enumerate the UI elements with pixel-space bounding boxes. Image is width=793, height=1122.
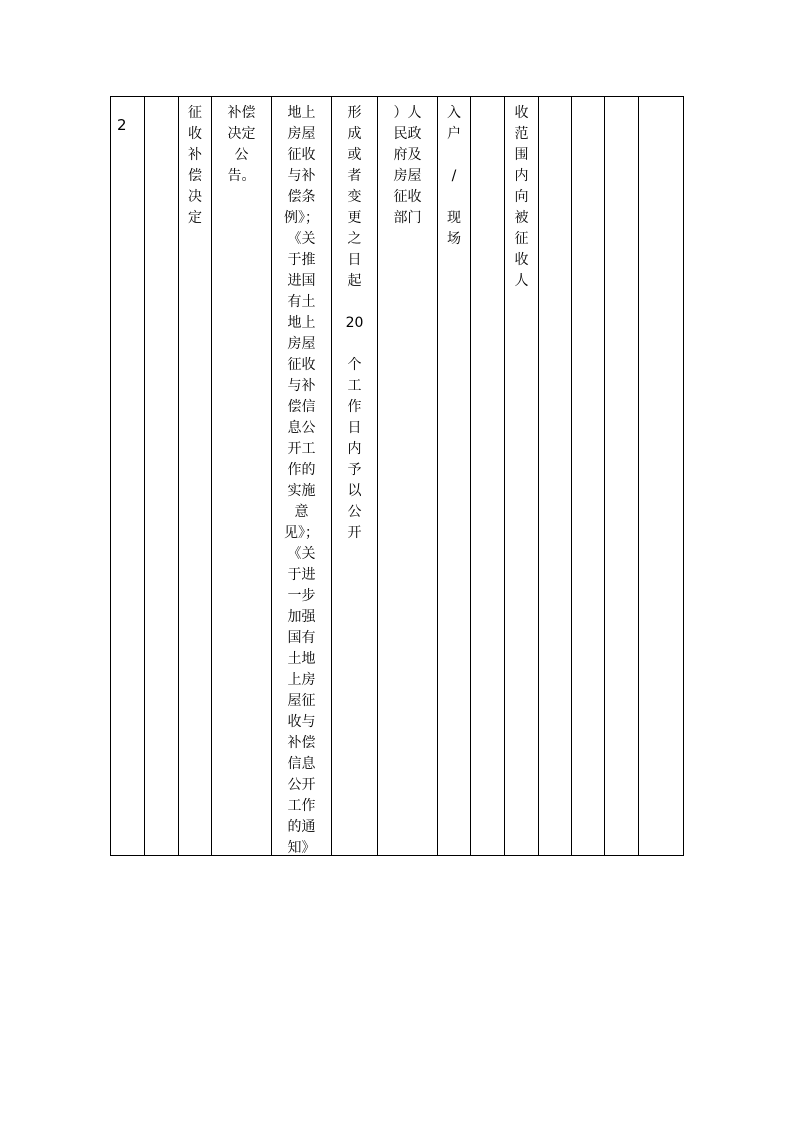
cell-col14 (639, 97, 683, 855)
disclosure-table (110, 96, 684, 856)
cell-col11 (539, 97, 572, 855)
subject-text: ）人 民政 府及 房屋 征收 部门 (393, 105, 422, 226)
cell-subject (378, 97, 438, 855)
cell-content (212, 97, 272, 855)
scope-text: 收 范 围 内 向 被 征 收 人 (514, 105, 529, 289)
cell-index (111, 97, 145, 855)
cell-col9 (471, 97, 505, 855)
cell-item-name (179, 97, 212, 855)
row-index: 2 (117, 116, 127, 134)
item-name-text: 征 收 补 偿 决 定 (188, 105, 202, 226)
cell-channel (438, 97, 471, 855)
cell-time-limit (332, 97, 378, 855)
cell-col13 (605, 97, 639, 855)
cell-scope (505, 97, 539, 855)
cell-basis (272, 97, 332, 855)
content-text: 补偿 决定 公 告。 (227, 105, 256, 184)
cell-col12 (572, 97, 605, 855)
cell-col2 (145, 97, 179, 855)
basis-text: 地上 房屋 征收 与补 偿条 例》； 《关 于推 进国 有土 地上 房屋 征收 与补 偿信 息公 开工 作的 实施 意 见》； 《关 于进 一步 加强 国有 土地 上房 屋征 收与 补偿 信息 公开 工作 的通 知》 (284, 105, 319, 856)
channel-text: 入 户 / 现 场 (447, 105, 461, 247)
time-limit-text: 形 成 或 者 变 更 之 日 起 20 个 工 作 日 内 予 以 公 开 (345, 105, 364, 541)
